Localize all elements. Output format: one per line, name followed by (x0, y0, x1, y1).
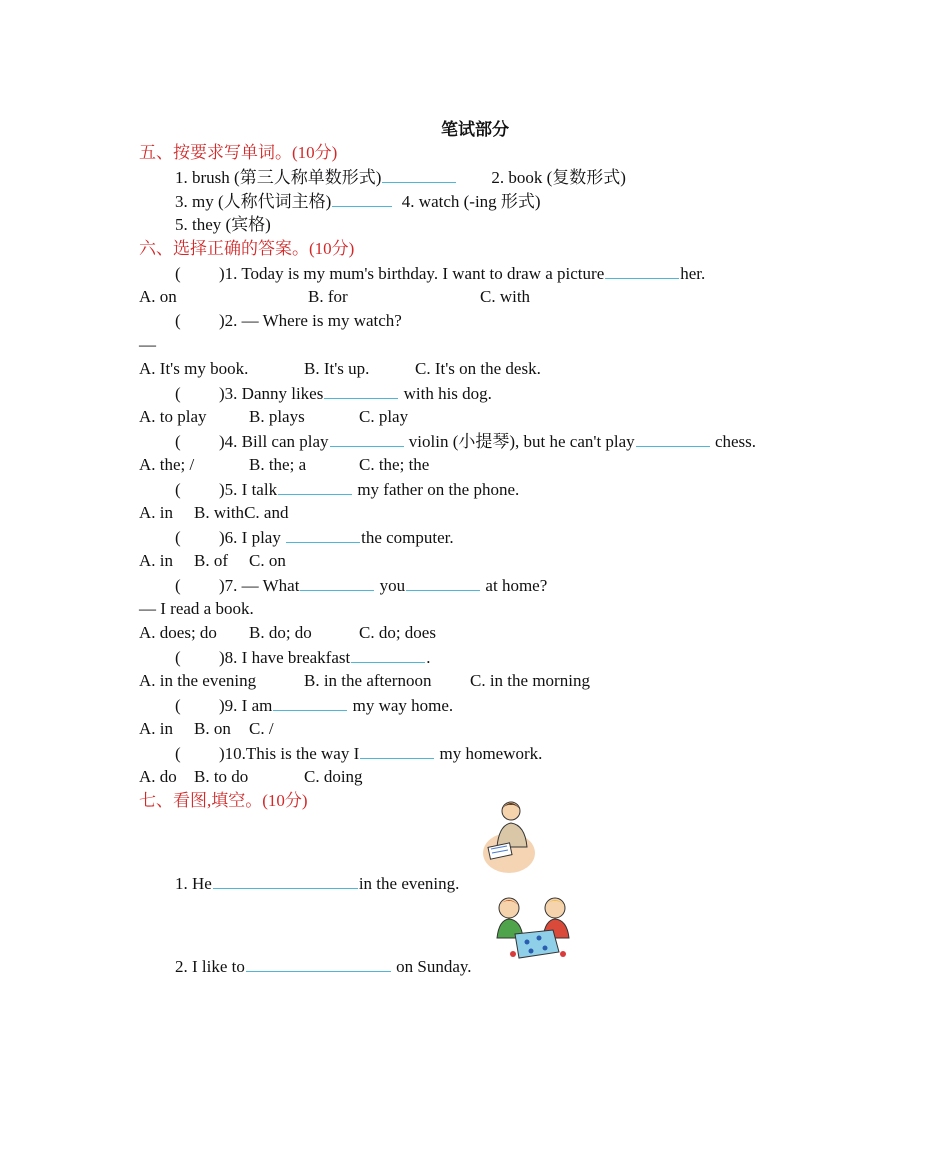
q10-option-a: A. do (139, 767, 177, 786)
q1-line (139, 261, 839, 285)
q1-options (139, 285, 839, 309)
q3-line (139, 381, 839, 405)
q1-option-a: A. on (139, 287, 177, 306)
s7-item2-line (139, 954, 839, 978)
q2-options (139, 357, 839, 381)
q6-options (139, 549, 839, 573)
q4-text: )4. Bill can play (219, 432, 329, 451)
q7-blank-1[interactable] (300, 573, 374, 591)
q7-text-end: at home? (481, 576, 548, 595)
q1-option-c: C. with (480, 287, 531, 306)
q7-answer-paren[interactable]: ( (175, 576, 181, 595)
q7-reply: — I read a book. (139, 599, 254, 618)
q9-option-c: C. / (249, 719, 274, 738)
q1-text: )1. Today is my mum's birthday. I want to draw a picture (219, 264, 605, 283)
q7-option-b: B. do; do (249, 623, 312, 642)
q3-option-c: C. play (359, 407, 409, 426)
s5-item3-blank[interactable] (332, 189, 392, 207)
q8-option-c: C. in the morning (470, 671, 590, 690)
q2-line (139, 309, 839, 333)
q4-blank-1[interactable] (330, 429, 404, 447)
s5-item4: 4. watch (-ing 形式) (401, 192, 541, 211)
q5-line (139, 477, 839, 501)
section7-heading: 七、看图,填空。(10分) (139, 791, 308, 810)
q4-blank-2[interactable] (636, 429, 710, 447)
q9-text-end: my way home. (348, 696, 454, 715)
s7-item1-text: 1. He (175, 874, 212, 893)
q4-answer-paren[interactable]: ( (175, 432, 181, 451)
q2-option-b: B. It's up. (304, 359, 370, 378)
q4-option-c: C. the; the (359, 455, 430, 474)
s7-item1-line (139, 871, 839, 895)
q8-answer-paren[interactable]: ( (175, 648, 181, 667)
q10-blank[interactable] (360, 741, 434, 759)
q3-options (139, 405, 839, 429)
q7-options (139, 621, 839, 645)
q2-reply: — (139, 335, 156, 354)
q9-option-b: B. on (194, 719, 231, 738)
s7-item2-text-end: on Sunday. (391, 957, 472, 976)
s5-item1-blank[interactable] (382, 165, 456, 183)
q7-text-mid: you (375, 576, 406, 595)
q10-line (139, 741, 839, 765)
s5-item1: 1. brush (第三人称单数形式) (175, 168, 382, 187)
q10-answer-paren[interactable]: ( (175, 744, 181, 763)
q5-text: )5. I talk (219, 480, 278, 499)
q9-text: )9. I am (219, 696, 273, 715)
s7-item1-text-end: in the evening. (358, 874, 460, 893)
q3-answer-paren[interactable]: ( (175, 384, 181, 403)
q9-answer-paren[interactable]: ( (175, 696, 181, 715)
s7-item2-text: 2. I like to (175, 957, 245, 976)
s7-item2-blank[interactable] (246, 954, 391, 972)
q1-blank[interactable] (605, 261, 679, 279)
q5-option-b: B. with (194, 503, 245, 522)
q6-blank[interactable] (286, 525, 360, 543)
q6-text-end: the computer. (361, 528, 454, 547)
s5-item3: 3. my (人称代词主格) (175, 192, 332, 211)
q6-option-b: B. of (194, 551, 228, 570)
q4-option-b: B. the; a (249, 455, 307, 474)
q7-option-c: C. do; does (359, 623, 436, 642)
q4-line (139, 429, 839, 453)
q6-option-a: A. in (139, 551, 173, 570)
section6-heading: 六、选择正确的答案。(10分) (139, 239, 355, 258)
q2-text: )2. — Where is my watch? (219, 311, 402, 330)
section5-row2 (139, 189, 839, 213)
q5-text-end: my father on the phone. (353, 480, 520, 499)
q4-text-end: chess. (710, 432, 757, 451)
q2-answer-paren[interactable]: ( (175, 311, 181, 330)
q7-text: )7. — What (219, 576, 300, 595)
q2-option-c: C. It's on the desk. (415, 359, 541, 378)
q8-blank[interactable] (351, 645, 425, 663)
q10-text: )10.This is the way I (219, 744, 360, 763)
q4-options (139, 453, 839, 477)
q9-blank[interactable] (273, 693, 347, 711)
q8-option-b: B. in the afternoon (304, 671, 432, 690)
q5-option-a: A. in (139, 503, 173, 522)
q7-blank-2[interactable] (406, 573, 480, 591)
kids-playing-game-picture (493, 894, 573, 964)
q1-text-end: her. (680, 264, 706, 283)
q9-options (139, 717, 839, 741)
q4-text-mid: violin (小提琴), but he can't play (404, 432, 635, 451)
section5-row3 (139, 213, 839, 237)
q8-options (139, 669, 839, 693)
q3-option-a: A. to play (139, 407, 207, 426)
q8-text-end: . (426, 648, 431, 667)
q10-option-c: C. doing (304, 767, 363, 786)
q5-answer-paren[interactable]: ( (175, 480, 181, 499)
q5-options (139, 501, 839, 525)
q1-answer-paren[interactable]: ( (175, 264, 181, 283)
q9-line (139, 693, 839, 717)
s5-item2: 2. book (复数形式) (491, 168, 626, 187)
q6-option-c: C. on (249, 551, 286, 570)
q6-answer-paren[interactable]: ( (175, 528, 181, 547)
q3-text: )3. Danny likes (219, 384, 324, 403)
page-title: 笔试部分 (441, 120, 509, 139)
q6-line (139, 525, 839, 549)
q6-text: )6. I play (219, 528, 286, 547)
worksheet-content (139, 141, 839, 978)
q8-text: )8. I have breakfast (219, 648, 351, 667)
q3-text-end: with his dog. (399, 384, 492, 403)
q2-option-a: A. It's my book. (139, 359, 249, 378)
q7-line (139, 573, 839, 597)
q8-line (139, 645, 839, 669)
q9-option-a: A. in (139, 719, 173, 738)
q3-option-b: B. plays (249, 407, 305, 426)
q1-option-b: B. for (308, 287, 348, 306)
q10-text-end: my homework. (435, 744, 543, 763)
q3-blank[interactable] (324, 381, 398, 399)
section5-row1 (139, 165, 839, 189)
boy-drawing-picture (479, 797, 539, 877)
q10-options (139, 765, 839, 789)
s5-item5: 5. they (宾格) (175, 215, 271, 234)
q8-option-a: A. in the evening (139, 671, 257, 690)
q4-option-a: A. the; / (139, 455, 195, 474)
s7-item1-blank[interactable] (213, 871, 358, 889)
q5-option-c: C. and (244, 503, 289, 522)
q10-option-b: B. to do (194, 767, 249, 786)
q7-option-a: A. does; do (139, 623, 217, 642)
section5-heading: 五、按要求写单词。(10分) (139, 143, 338, 162)
q5-blank[interactable] (278, 477, 352, 495)
